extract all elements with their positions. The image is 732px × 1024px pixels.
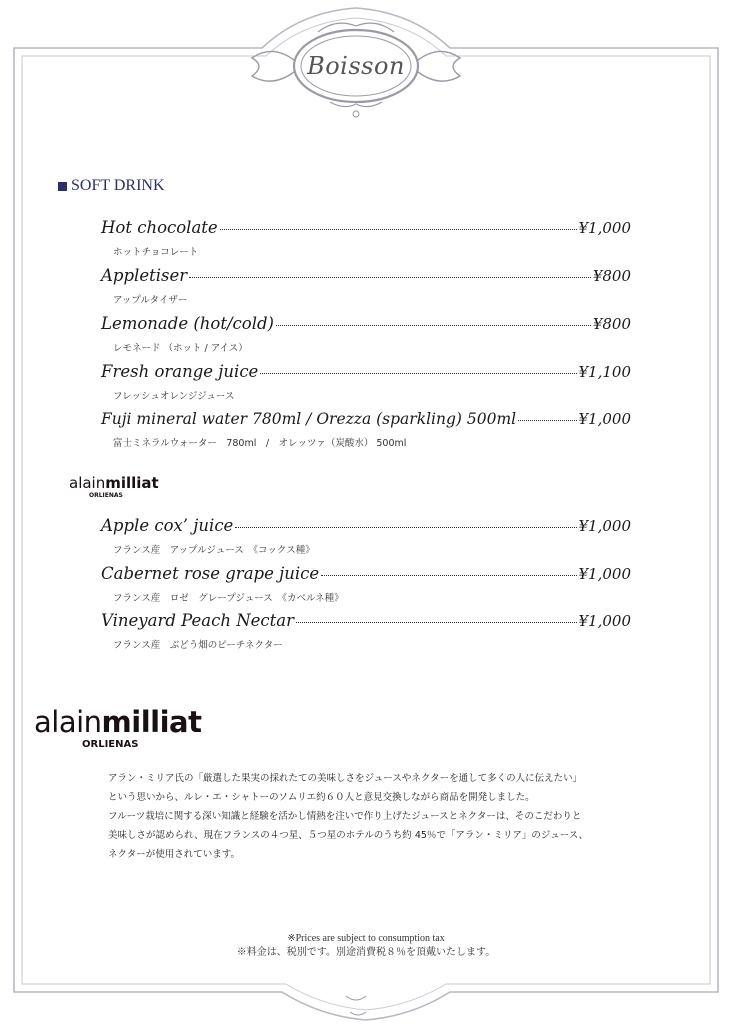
menu-item-lemonade [101, 314, 631, 354]
item-japanese-name: フランス産 ぶどう畑のピーチネクター [113, 640, 283, 651]
menu-item-apple-cox-juice [101, 516, 631, 556]
item-price: ¥1,000 [578, 612, 631, 630]
item-name: Vineyard Peach Nectar [101, 611, 295, 630]
section-title: SOFT DRINK [71, 177, 165, 194]
item-japanese-name: ホットチョコレート [113, 247, 199, 258]
menu-item-mineral-water [101, 410, 631, 449]
page-title: Boisson [307, 52, 405, 80]
item-price: ¥1,000 [578, 219, 631, 237]
brand-sub: ORLIENAS [89, 492, 123, 499]
menu-item-fresh-orange-juice [101, 362, 631, 402]
brand-name-light: alain [69, 474, 106, 492]
item-japanese-name: 富士ミネラルウォーター 780ml / オレッツァ（炭酸水） 500ml [113, 438, 407, 449]
tax-note [0, 932, 732, 960]
item-price: ¥1,000 [578, 410, 631, 428]
leader-dots [321, 563, 576, 576]
menu-item-appletiser [101, 266, 631, 306]
menu-item-cabernet-rose-grape-juice [101, 564, 631, 604]
heading-square-icon [58, 182, 67, 191]
item-price: ¥800 [592, 315, 631, 333]
tax-note-japanese: ※料金は、税別です。別途消費税８％を頂戴いたします。 [236, 947, 496, 958]
brand-name-light: alain [34, 705, 102, 739]
alain-milliat-logo-large [34, 705, 202, 750]
item-price: ¥1,100 [578, 363, 631, 381]
brand-description [108, 769, 648, 864]
leader-dots [235, 515, 576, 528]
section-heading-soft-drink [58, 177, 165, 195]
description-line: 美味しさが認められ、現在フランスの４つ星、５つ星のホテルのうち約 45％で「アラン・ミリア」のジュース、 [108, 830, 589, 841]
item-japanese-name: レモネード （ホット / アイス） [113, 343, 248, 354]
tax-note-english: ※Prices are subject to consumption tax [287, 933, 445, 944]
item-japanese-name: アップルタイザー [113, 295, 188, 306]
item-japanese-name: フランス産 アップルジュース 《コックス種》 [113, 545, 315, 556]
brand-sub: ORLIENAS [82, 739, 139, 750]
item-price: ¥800 [592, 267, 631, 285]
alain-milliat-logo-small [69, 476, 159, 499]
brand-name-bold: milliat [101, 705, 202, 739]
item-japanese-name: フレッシュオレンジジュース [113, 391, 235, 402]
menu-item-hot-chocolate [101, 218, 631, 258]
description-line: アラン・ミリア氏の「厳選した果実の採れたての美味しさをジュースやネクターを通して多くの人に伝えたい」 [108, 773, 583, 784]
description-line: という思いから、ルレ・エ・シャトーのソムリエ約６０人と意見交換しながら商品を開発しました。 [108, 792, 535, 803]
item-name: Cabernet rose grape juice [101, 564, 320, 583]
leader-dots [260, 361, 576, 374]
menu-item-vineyard-peach-nectar [101, 611, 631, 651]
item-name: Hot chocolate [101, 218, 218, 237]
item-price: ¥1,000 [578, 565, 631, 583]
item-name: Lemonade (hot/cold) [101, 314, 274, 333]
leader-dots [220, 217, 577, 230]
leader-dots [276, 313, 591, 326]
item-name: Apple cox’ juice [101, 516, 234, 535]
brand-name-bold: milliat [105, 474, 159, 492]
description-line: ネクターが使用されています。 [108, 849, 241, 860]
item-japanese-name: フランス産 ロゼ グレープジュース 《カベルネ種》 [113, 593, 344, 604]
leader-dots [518, 408, 576, 421]
description-line: フルーツ栽培に関する深い知識と経験を活かし情熱を注いで作り上げたジュースとネクターは、そのこだわりと [108, 811, 582, 822]
leader-dots [189, 265, 591, 278]
leader-dots [296, 610, 576, 623]
item-name: Fresh orange juice [101, 362, 259, 381]
item-price: ¥1,000 [578, 517, 631, 535]
item-name: Appletiser [101, 266, 188, 285]
item-name: Fuji mineral water 780ml / Orezza (sparkling) 500ml [101, 410, 517, 428]
